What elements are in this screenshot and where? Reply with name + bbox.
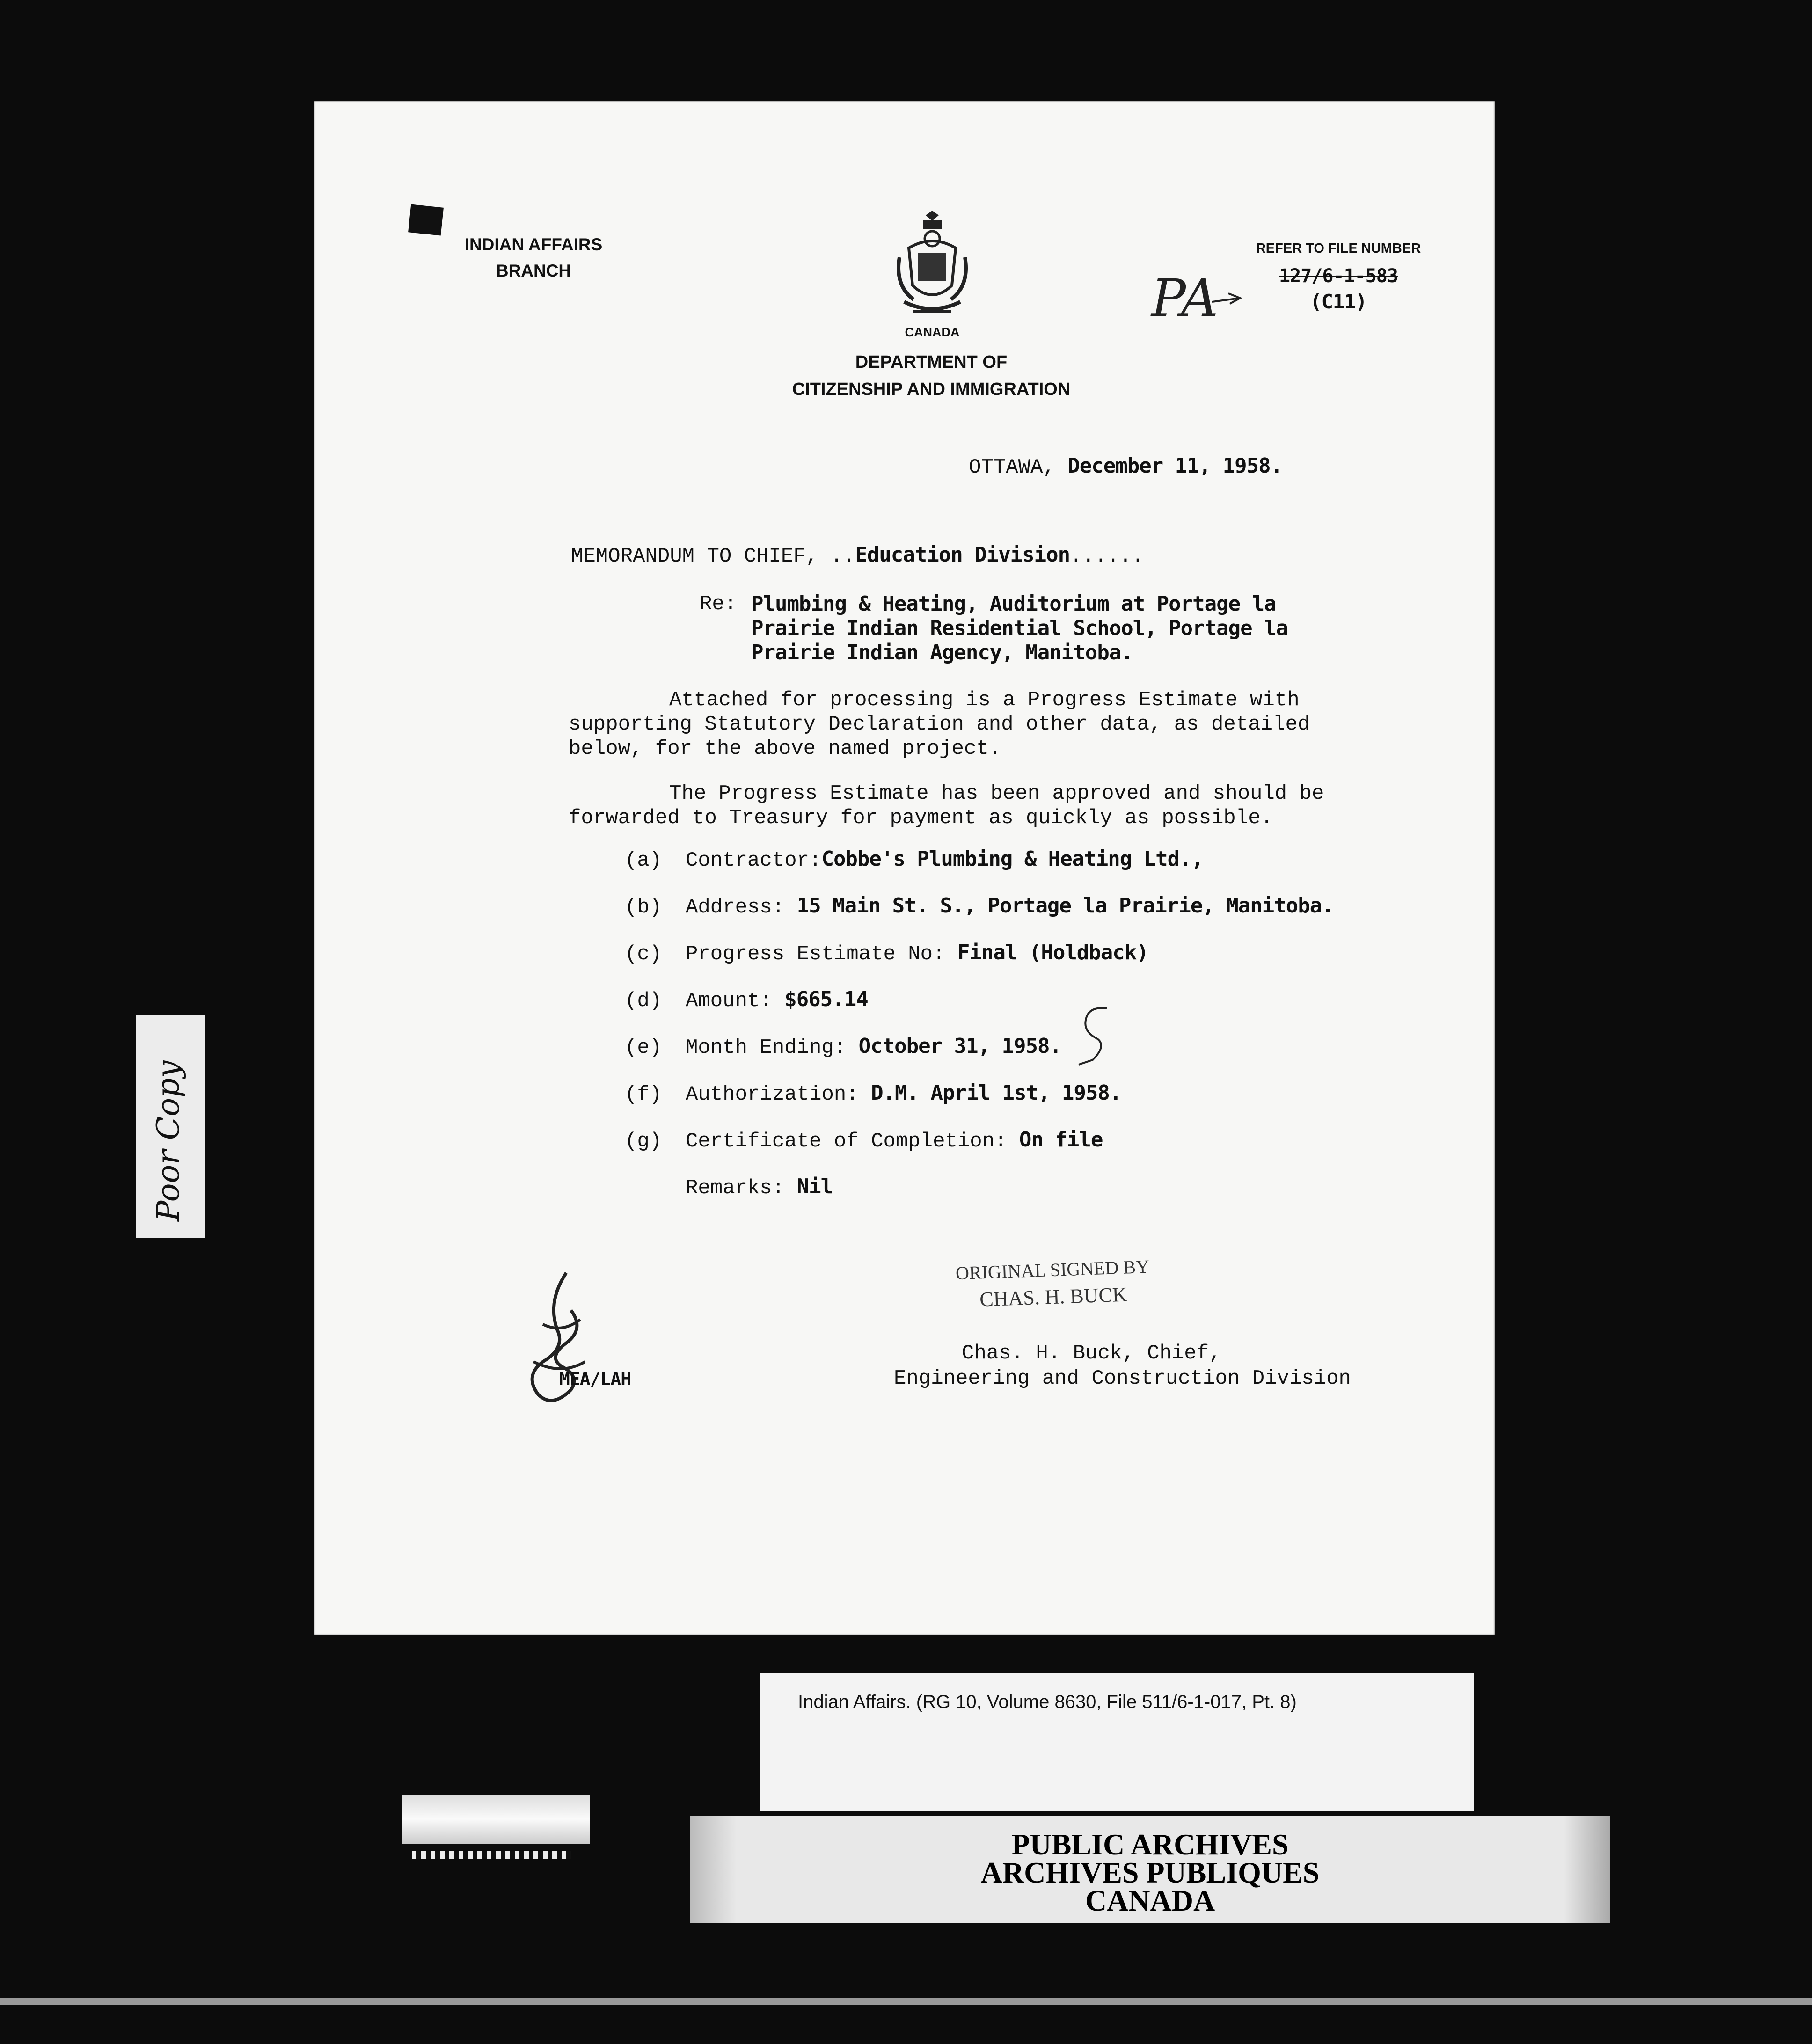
detail-item-f	[625, 1081, 1121, 1107]
department-heading	[763, 349, 1100, 403]
initials-text: PA	[1151, 268, 1219, 328]
handwritten-mark	[1062, 1004, 1118, 1069]
film-perforation	[412, 1851, 571, 1859]
archives-line2: ARCHIVES PUBLIQUES	[980, 1856, 1320, 1889]
item-value: Cobbe's Plumbing & Heating Ltd.,	[821, 847, 1204, 871]
item-label: Address:	[686, 896, 785, 919]
item-value: Final (Holdback)	[957, 941, 1148, 964]
handwritten-scribble	[515, 1268, 608, 1418]
item-key: (f)	[625, 1083, 662, 1106]
archives-label-text	[690, 1828, 1610, 1917]
remarks-value: Nil	[796, 1175, 833, 1198]
paragraph-1	[569, 688, 1310, 761]
item-key: (c)	[625, 942, 662, 966]
file-number-value: 127/6-1-583	[1279, 265, 1398, 287]
item-label: Certificate of Completion:	[686, 1130, 1007, 1153]
reference-caption-box	[760, 1673, 1474, 1811]
memo-page	[314, 101, 1495, 1635]
item-key: (d)	[625, 989, 662, 1013]
remarks-label: Remarks:	[686, 1176, 785, 1200]
film-bottom-line	[0, 1998, 1812, 2005]
item-key: (a)	[625, 849, 662, 872]
poor-copy-label	[136, 1015, 205, 1238]
memo-to-label: MEMORANDUM TO CHIEF,	[571, 545, 818, 568]
detail-item-e	[625, 1034, 1061, 1060]
item-value: D.M. April 1st, 1958.	[871, 1081, 1122, 1105]
branch-heading	[454, 232, 613, 284]
file-sub: (C11)	[1310, 290, 1367, 313]
item-value: 15 Main St. S., Portage la Prairie, Manitoba.	[796, 894, 1334, 918]
item-label: Month Ending:	[686, 1036, 847, 1059]
detail-item-b	[625, 894, 1334, 920]
public-archives-label	[690, 1816, 1610, 1923]
re-line-2: Prairie Indian Residential School, Portage la	[751, 616, 1288, 640]
memo-to-line	[571, 543, 1144, 569]
reference-caption: Indian Affairs. (RG 10, Volume 8630, File 511/6-1-017, Pt. 8)	[798, 1692, 1297, 1712]
memo-to-value: Education Division	[855, 543, 1070, 567]
item-label: Progress Estimate No:	[686, 942, 945, 966]
country-label: CANADA	[905, 325, 960, 339]
signer-block	[894, 1341, 1351, 1391]
branch-line1: INDIAN AFFAIRS	[464, 235, 603, 254]
re-line-3: Prairie Indian Agency, Manitoba.	[751, 641, 1133, 664]
stamp-line1: ORIGINAL SIGNED BY	[955, 1256, 1150, 1284]
signer-line2: Engineering and Construction Division	[894, 1367, 1351, 1390]
item-label: Contractor:	[686, 849, 822, 872]
date-line	[969, 454, 1282, 480]
re-line-1: Plumbing & Heating, Auditorium at Portage la	[751, 592, 1276, 616]
paragraph-2	[569, 781, 1324, 830]
detail-item-a	[625, 847, 1203, 873]
para1-line-1: Attached for processing is a Progress Estimate with	[669, 688, 1300, 712]
typist-reference: MEA/LAH	[559, 1369, 631, 1389]
film-edge-mark	[402, 1795, 590, 1844]
detail-item-d	[625, 987, 868, 1013]
detail-item-g	[625, 1128, 1103, 1153]
para1-line-2: supporting Statutory Declaration and other data, as detailed	[569, 713, 1310, 736]
re-subject	[751, 592, 1288, 665]
place-label: OTTAWA,	[969, 456, 1055, 479]
memo-to-dots-after: ......	[1070, 545, 1144, 568]
item-key: (b)	[625, 896, 662, 919]
item-key: (g)	[625, 1130, 662, 1153]
handwritten-initials	[1147, 264, 1249, 335]
signer-line1: Chas. H. Buck, Chief,	[962, 1342, 1221, 1365]
item-value: On file	[1019, 1128, 1103, 1152]
file-number	[1278, 265, 1399, 287]
refer-label: REFER TO FILE NUMBER	[1256, 241, 1421, 256]
remarks-line	[686, 1175, 833, 1200]
memo-to-dots-before: ..	[830, 545, 855, 568]
para2-line-2: forwarded to Treasury for payment as quickly as possible.	[569, 806, 1273, 830]
clip-mark	[408, 204, 444, 236]
item-label: Amount:	[686, 989, 772, 1013]
dept-line2: CITIZENSHIP AND IMMIGRATION	[792, 380, 1071, 399]
stamp-line2: CHAS. H. BUCK	[979, 1283, 1128, 1311]
poor-copy-text: Poor Copy	[150, 1060, 186, 1221]
archives-line3: CANADA	[1085, 1884, 1215, 1917]
item-value: $665.14	[784, 987, 868, 1011]
dept-line1: DEPARTMENT OF	[855, 352, 1008, 372]
detail-item-c	[625, 941, 1148, 966]
item-label: Authorization:	[686, 1083, 859, 1106]
coat-of-arms-icon	[890, 206, 974, 323]
poor-copy-handwriting	[136, 1015, 205, 1238]
re-label: Re:	[700, 592, 737, 616]
para2-line-1: The Progress Estimate has been approved and should be	[669, 782, 1324, 805]
branch-line2: BRANCH	[496, 261, 571, 280]
archives-line1: PUBLIC ARCHIVES	[1011, 1828, 1289, 1861]
memo-date: December 11, 1958.	[1067, 454, 1283, 478]
item-value: October 31, 1958.	[858, 1034, 1062, 1058]
signed-stamp	[935, 1252, 1171, 1314]
para1-line-3: below, for the above named project.	[569, 737, 1001, 760]
item-key: (e)	[625, 1036, 662, 1059]
